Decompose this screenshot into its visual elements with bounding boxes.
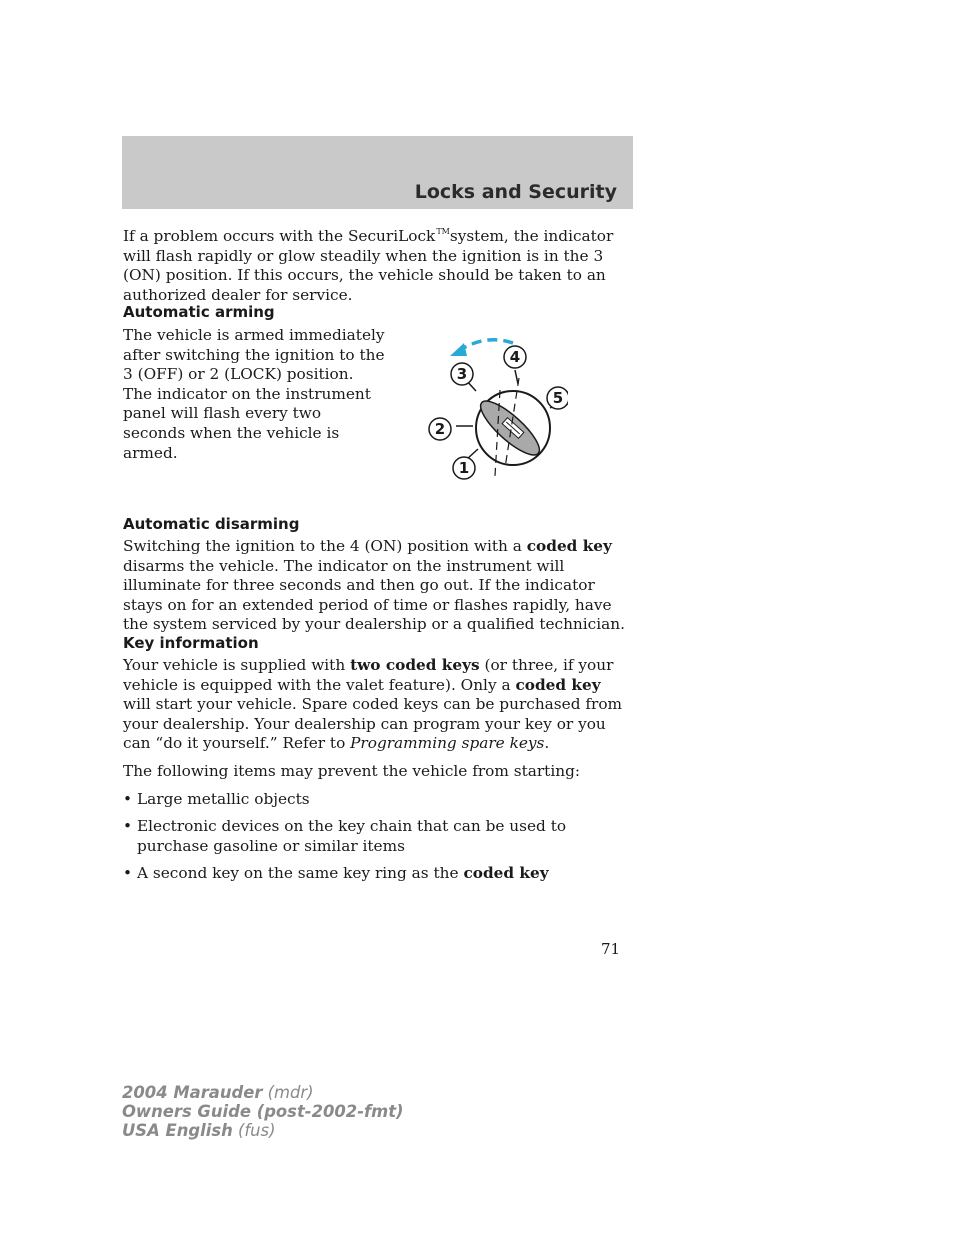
key-info-heading: Key information [123, 634, 259, 652]
footer-model-code: (mdr) [262, 1083, 314, 1102]
section-header-band [122, 136, 633, 209]
bullet-dot: • [123, 789, 133, 808]
auto-disarming-bold: coded key [526, 537, 612, 555]
label-2-text: 2 [434, 420, 446, 438]
auto-disarming-heading: Automatic disarming [123, 515, 300, 533]
auto-disarming-pre: Switching the ignition to the 4 (ON) position with a [123, 537, 527, 555]
label-1 [453, 457, 475, 479]
bullet-dot: • [123, 864, 133, 883]
footer-line-2 [122, 1102, 404, 1121]
footer-model: 2004 Marauder [122, 1083, 263, 1102]
key-info-p1-f: Programming spare keys [350, 734, 545, 753]
list-item [123, 817, 633, 856]
key-info-p1-d: coded key [515, 675, 601, 694]
document-footer [122, 1083, 404, 1140]
auto-arming-body [123, 326, 385, 463]
trademark-mark: TM [436, 227, 450, 236]
rotation-arrow-arc [460, 340, 513, 350]
auto-arming-section [123, 303, 633, 323]
key-info-section [123, 634, 633, 654]
label-1-text: 1 [458, 459, 470, 477]
label-4-text: 4 [509, 348, 521, 366]
list-item-bold: coded key [463, 864, 549, 883]
footer-guide: Owners Guide (post-2002-fmt) [122, 1102, 404, 1121]
auto-disarming-body [123, 537, 633, 635]
page-number: 71 [601, 940, 621, 958]
auto-disarming-post: disarms the vehicle. The indicator on the instrument will illuminate for three seconds and then go out. If the indicator stays on for an extended period of time or flashes rapidly, have the system serviced by your dealership or a qualified technician. [123, 556, 625, 634]
ignition-diagram-svg [418, 328, 568, 488]
auto-disarming-text [123, 537, 633, 635]
key-info-list-intro: The following items may prevent the vehicle from starting: [123, 761, 581, 780]
intro-part1: If a problem occurs with the SecuriLock [123, 227, 436, 245]
bullet-dot: • [123, 817, 133, 836]
key-info-p1-a: Your vehicle is supplied with [123, 656, 351, 674]
intro-text [123, 222, 633, 305]
auto-disarming-section [123, 515, 633, 535]
footer-language-code: (fus) [232, 1121, 276, 1140]
list-item-text: Electronic devices on the key chain that can be used to purchase gasoline or similar items [137, 817, 567, 855]
footer-line-1 [122, 1083, 404, 1102]
section-title: Locks and Security [414, 181, 617, 203]
auto-arming-text: The vehicle is armed immediately after switching the ignition to the 3 (OFF) or 2 (LOCK) position. The indicator on the instrument panel will flash every two seconds when the vehicle is armed. [123, 326, 385, 462]
list-item [123, 864, 633, 884]
label-5-text: 5 [552, 389, 564, 407]
footer-line-3 [122, 1121, 404, 1140]
label-4 [504, 346, 526, 368]
key-info-body [123, 656, 633, 884]
list-item [123, 790, 633, 810]
rotation-arrow-head [450, 343, 467, 356]
footer-language: USA English [122, 1121, 233, 1140]
label-5 [547, 387, 568, 409]
key-info-p1-c: (or three, if your vehicle is equipped with the valet feature). Only a [123, 656, 614, 694]
label-2 [429, 418, 451, 440]
intro-paragraph [123, 222, 633, 305]
intro-part2: system, the indicator will flash rapidly or glow steadily when the ignition is in the 3 (ON) position. If this occurs, the vehicle should be taken to an authorized dealer for service. [123, 227, 614, 304]
key-info-paragraph [123, 656, 633, 754]
key-info-p1-b: two coded keys [350, 656, 480, 674]
label-3 [451, 363, 473, 385]
leader-line-4 [515, 370, 518, 384]
auto-arming-heading: Automatic arming [123, 303, 275, 321]
list-item-text: A second key on the same key ring as the [137, 864, 464, 883]
ignition-diagram [418, 328, 568, 488]
key-info-p1-e: will start your vehicle. Spare coded keys can be purchased from your dealership. Your dealership can program your key or you can “do it yourself.” Refer to [123, 695, 623, 753]
list-item-text: Large metallic objects [137, 789, 310, 808]
key-info-p1-g: . [544, 734, 550, 753]
label-3-text: 3 [456, 365, 468, 383]
